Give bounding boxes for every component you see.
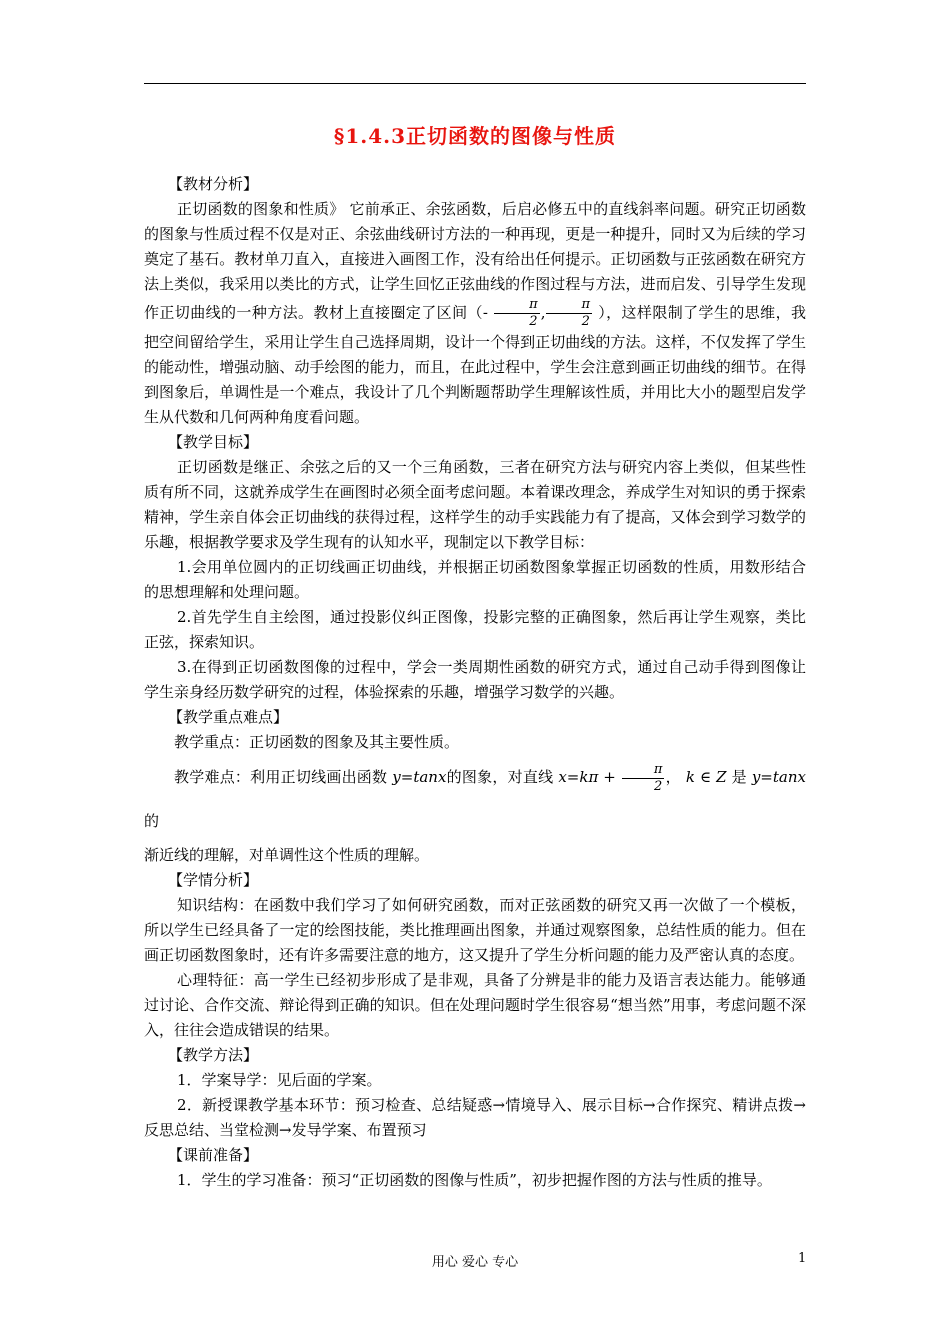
difficult-point: 教学难点：利用正切线画出函数 y=tanx的图象，对直线 x=kπ + $\frac{\pi}{2}$ ， k ∈ Z 是 y=tanx的 <box>144 761 806 830</box>
psychology-paragraph: 心理特征：高一学生已经初步形成了是非观，具备了分辨是非的能力及语言表达能力。能够通过讨论、合作交流、辩论得到正确的知识。但在处理问题时学生很容易“想当然”用事，考虑问题不深入，往往会造成错误的结果。 <box>144 971 806 1039</box>
fraction-pi-over-2: $\frac{\pi}{2}$ <box>622 762 665 795</box>
teaching-method-item: 2．新授课教学基本环节：预习检查、总结疑惑→情境导入、展示目标→合作探究、精讲点拨→反思总结、当堂检测→发导学案、布置预习 <box>144 1096 806 1139</box>
textbook-analysis-text: 正切函数的图象和性质》 它前承正、余弦函数，后启必修五中的直线斜率问题。研究正切函数的图象与性质过程不仅是对正、余弦曲线研讨方法的一种再现，更是一种提升，同时又为后续的学习奠定了基石。教材单刀直入，直接进入画图工作，没有给出任何提示。正切函数与正弦函数在研究方法上类似，我采用以类比的方式，让学生回忆正弦曲线的作图过程与方法，进而启发、引导学生发现作正切曲线的一种方法。教材上直接圈定了区间（- <box>144 200 806 322</box>
section-heading-teaching-method: 【教学方法】 <box>168 1046 259 1064</box>
teaching-goals-paragraph: 正切函数是继正、余弦之后的又一个三角函数，三者在研究方法与研究内容上类似，但某些性质有所不同，这就养成学生在画图时必须全面考虑问题。本着课改理念，养成学生对知识的勇于探索精神，学生亲自体会正切曲线的获得过程，这样学生的动手实践能力有了提高，又体会到学习数学的乐趣，根据教学要求及学生现有的认知水平，现制定以下教学目标： <box>144 458 806 551</box>
fraction-pi-over-2-pos: $\frac{\pi}{2}$ <box>546 297 592 330</box>
header-rule <box>144 83 806 84</box>
section-heading-key-difficult: 【教学重点难点】 <box>168 708 289 726</box>
knowledge-structure-paragraph: 知识结构：在函数中我们学习了如何研究函数，而对正弦函数的研究又再一次做了一个模板，所以学生已经具备了一定的绘图技能，类比推理画出图象，并通过观察图象，总结性质的能力。但在画正切函数图象时，还有许多需要注意的地方，这又提升了学生分析问题的能力及严密认真的态度。 <box>144 896 806 964</box>
section-heading-teaching-goals: 【教学目标】 <box>168 433 259 451</box>
preparation-item: 1．学生的学习准备：预习“正切函数的图像与性质”，初步把握作图的方法与性质的推导。 <box>177 1171 772 1189</box>
page-number: 1 <box>798 1251 807 1266</box>
section-heading-preparation: 【课前准备】 <box>168 1146 259 1164</box>
interval-close: ）， <box>598 303 622 322</box>
formula-tan-2: y=tanx <box>751 768 806 786</box>
fraction-pi-over-2-neg: $\frac{\pi}{2}$ <box>494 297 540 330</box>
formula-tan: y=tanx <box>392 768 447 786</box>
page-footer: 用心 爱心 专心 <box>431 1255 519 1270</box>
teaching-goal-item: 2.首先学生自主绘图，通过投影仪纠正图像，投影完整的正确图象，然后再让学生观察，类比正弦，探索知识。 <box>144 608 806 651</box>
teaching-goal-item: 3.在得到正切函数图像的过程中，学会一类周期性函数的研究方式，通过自己动手得到图像让学生亲身经历数学研究的过程，体验探索的乐趣，增强学习数学的兴趣。 <box>144 658 806 701</box>
document-body <box>144 172 806 1193</box>
page-title: §1.4.3正切函数的图像与性质 <box>333 124 617 148</box>
formula-line: x=kπ + <box>558 768 616 786</box>
section-heading-textbook-analysis: 【教材分析】 <box>168 175 259 193</box>
textbook-analysis-text-2: 这样限制了学生的思维，我把空间留给学生，采用让学生自己选择周期，设计一个得到正切曲线的方法。这样，不仅发挥了学生的能动性，增强动脑、动手绘图的能力，而且，在此过程中，学生会注意到画正切曲线的细节。在得到图象后，单调性是一个难点，我设计了几个判断题帮助学生理解该性质，并用比大小的题型启发学生从代数和几何两种角度看问题。 <box>144 303 806 426</box>
teaching-goal-item: 1.会用单位圆内的正切线画正切曲线，并根据正切函数图象掌握正切函数的性质，用数形结合的思想理解和处理问题。 <box>144 558 806 601</box>
section-heading-student-analysis: 【学情分析】 <box>168 871 259 889</box>
difficult-point-cont: 渐近线的理解，对单调性这个性质的理解。 <box>144 846 430 864</box>
formula-k-in-z: k ∈ Z <box>685 768 727 786</box>
textbook-analysis-paragraph: 正切函数的图象和性质》 它前承正、余弦函数，后启必修五中的直线斜率问题。研究正切函数的图象与性质过程不仅是对正、余弦曲线研讨方法的一种再现，更是一种提升，同时又为后续的学习奠定了基石。教材单刀直入，直接进入画图工作，没有给出任何提示。正切函数与正弦函数在研究方法上类似，我采用以类比的方式，让学生回忆正弦曲线的作图过程与方法，进而启发、引导学生发现作正切曲线的一种方法。教材上直接圈定了区间（- $\frac{\pi}{2}$ , $\frac{\pi}{2}$ ），这样限制了学生的思维，我把空间留给学生，采用让学生自己选择周期，设计一个得到正切曲线的方法。这样，不仅发挥了学生的能动性，增强动脑、动手绘图的能力，而且，在此过程中，学生会注意到画正切曲线的细节。在得到图象后，单调性是一个难点，我设计了几个判断题帮助学生理解该性质，并用比大小的题型启发学生从代数和几何两种角度看问题。 <box>144 200 806 426</box>
key-point: 教学重点：正切函数的图象及其主要性质。 <box>174 733 460 751</box>
teaching-method-item: 1．学案导学：见后面的学案。 <box>177 1071 382 1089</box>
